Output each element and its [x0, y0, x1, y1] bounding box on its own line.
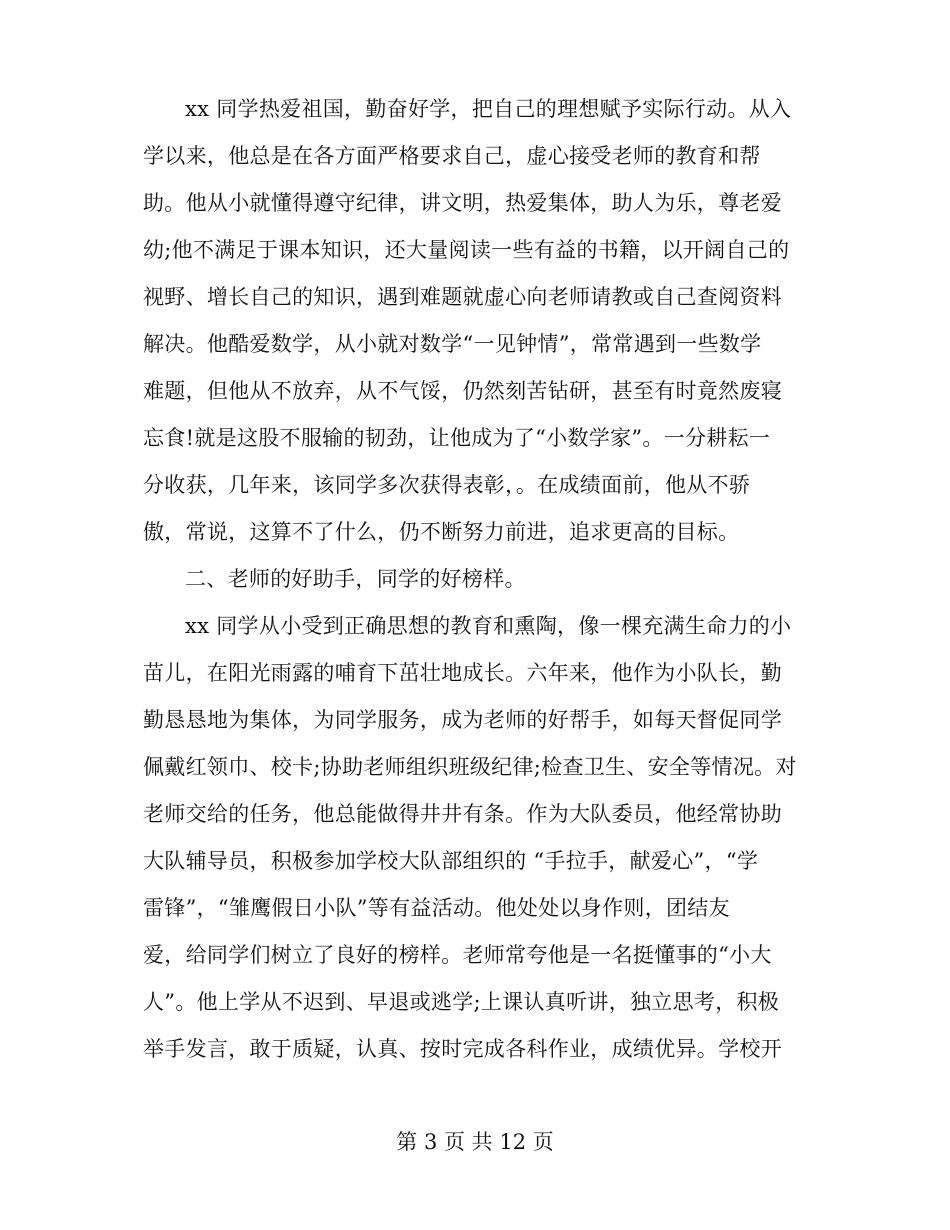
- paragraph-2-line-1: xx 同学从小受到正确思想的教育和熏陶，像一棵充满生命力的小: [185, 614, 792, 638]
- paragraph-1-line-2: 学以来，他总是在各方面严格要求自己，虚心接受老师的教育和帮: [143, 144, 761, 168]
- paragraph-1-line-6: 解决。他酷爱数学，从小就对数学“一见钟情”，常常遇到一些数学: [143, 332, 762, 356]
- paragraph-1-line-7: 难题，但他从不放弃，从不气馁，仍然刻苦钻研，甚至有时竟然废寝: [143, 379, 782, 403]
- paragraph-2-line-2: 苗儿，在阳光雨露的哺育下茁壮地成长。六年来，他作为小队长，勤: [143, 661, 782, 685]
- paragraph-2-line-7: 雷锋”，“雏鹰假日小队”等有益活动。他处处以身作则，团结友: [143, 896, 730, 920]
- paragraph-2-line-6: 大队辅导员，积极参加学校大队部组织的 “手拉手，献爱心”，“学: [143, 849, 759, 873]
- paragraph-2-line-5: 老师交给的任务，他总能做得井井有条。作为大队委员，他经常协助: [143, 802, 782, 826]
- paragraph-1-line-10: 傲，常说，这算不了什么，仍不断努力前进，追求更高的目标。: [143, 520, 740, 544]
- page-footer: 第 3 页 共 12 页: [396, 1130, 554, 1154]
- paragraph-1-line-1: xx 同学热爱祖国，勤奋好学，把自己的理想赋予实际行动。从入: [185, 97, 792, 121]
- paragraph-1-line-8: 忘食!就是这股不服输的韧劲，让他成为了“小数学家”。一分耕耘一: [143, 426, 771, 450]
- section-heading: 二、老师的好助手，同学的好榜样。: [185, 567, 526, 591]
- paragraph-2-line-10: 举手发言，敢于质疑，认真、按时完成各科作业，成绩优异。学校开: [143, 1037, 782, 1061]
- paragraph-1-line-5: 视野、增长自己的知识，遇到难题就虚心向老师请教或自己查阅资料: [143, 285, 782, 309]
- paragraph-2-line-8: 爱，给同学们树立了良好的榜样。老师常夸他是一名挺懂事的“小大: [143, 943, 772, 967]
- paragraph-1-line-3: 助。他从小就懂得遵守纪律，讲文明，热爱集体，助人为乐，尊老爱: [143, 191, 782, 215]
- paragraph-2-line-3: 勤恳恳地为集体，为同学服务，成为老师的好帮手，如每天督促同学: [143, 708, 782, 732]
- paragraph-2-line-9: 人”。他上学从不迟到、早退或逃学;上课认真听讲，独立思考，积极: [143, 990, 780, 1014]
- paragraph-1-line-4: 幼;他不满足于课本知识，还大量阅读一些有益的书籍，以开阔自己的: [143, 238, 790, 262]
- paragraph-1-line-9: 分收获，几年来，该同学多次获得表彰，。在成绩面前，他从不骄: [143, 473, 751, 497]
- paragraph-2-line-4: 佩戴红领巾、校卡;协助老师组织班级纪律;检查卫生、安全等情况。对: [143, 755, 797, 779]
